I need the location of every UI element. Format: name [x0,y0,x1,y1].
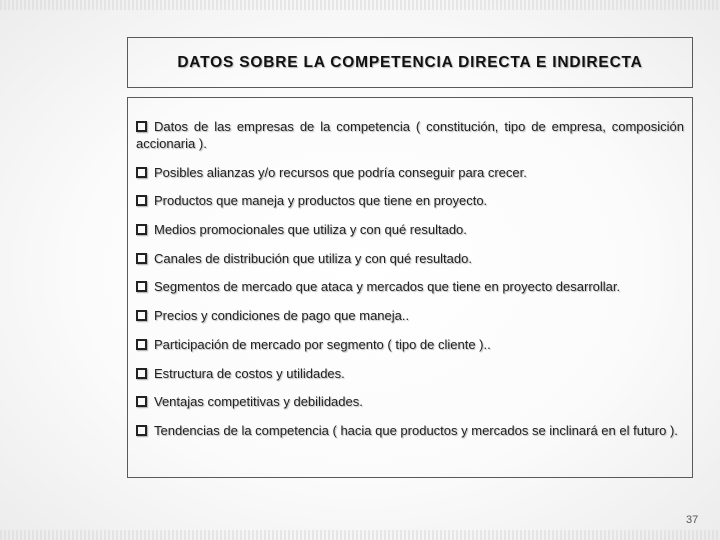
list-item-text: Participación de mercado por segmento ( tipo de cliente ).. [154,336,491,352]
content-box [127,97,693,478]
list-item-text: Estructura de costos y utilidades. [154,365,345,381]
list-item-text: Precios y condiciones de pago que maneja.. [154,308,410,324]
page-number: 37 [686,514,699,526]
list-item [136,250,684,267]
checkbox-bullet-icon [136,121,147,132]
list-item-text: Datos de las empresas de la competencia ( constitución, tipo de empresa, composición accionaria ). [136,119,684,151]
list-item [136,307,684,324]
checkbox-bullet-icon [136,425,147,436]
checkbox-bullet-icon [136,310,147,321]
list-item-text: Segmentos de mercado que ataca y mercados que tiene en proyecto desarrollar. [154,279,621,295]
list-item-text: Canales de distribución que utiliza y con qué resultado. [154,250,472,266]
checkbox-bullet-icon [136,253,147,264]
checkbox-bullet-icon [136,281,147,292]
list-item [136,278,684,295]
list-item-text: Medios promocionales que utiliza y con qué resultado. [154,222,467,238]
checkbox-bullet-icon [136,167,147,178]
list-item [136,365,684,382]
list-item [136,393,684,410]
list-item [136,221,684,238]
list-item [136,164,684,181]
bottom-border-decoration [0,530,720,540]
list-item [136,422,684,439]
list-item-text: Ventajas competitivas y debilidades. [154,394,363,410]
list-item-text: Productos que maneja y productos que tiene en proyecto. [154,193,488,209]
checkbox-bullet-icon [136,224,147,235]
list-item-text: Tendencias de la competencia ( hacia que productos y mercados se inclinará en el futuro ). [154,422,678,438]
checkbox-bullet-icon [136,368,147,379]
list-item-text: Posibles alianzas y/o recursos que podría conseguir para crecer. [154,164,527,180]
list-item [136,336,684,353]
checkbox-bullet-icon [136,396,147,407]
top-border-decoration [0,0,720,10]
checkbox-bullet-icon [136,195,147,206]
slide-title: DATOS SOBRE LA COMPETENCIA DIRECTA E INDIRECTA [177,54,643,71]
list-item [136,192,684,209]
list-item [136,118,684,152]
checkbox-bullet-icon [136,339,147,350]
title-box [127,37,693,88]
